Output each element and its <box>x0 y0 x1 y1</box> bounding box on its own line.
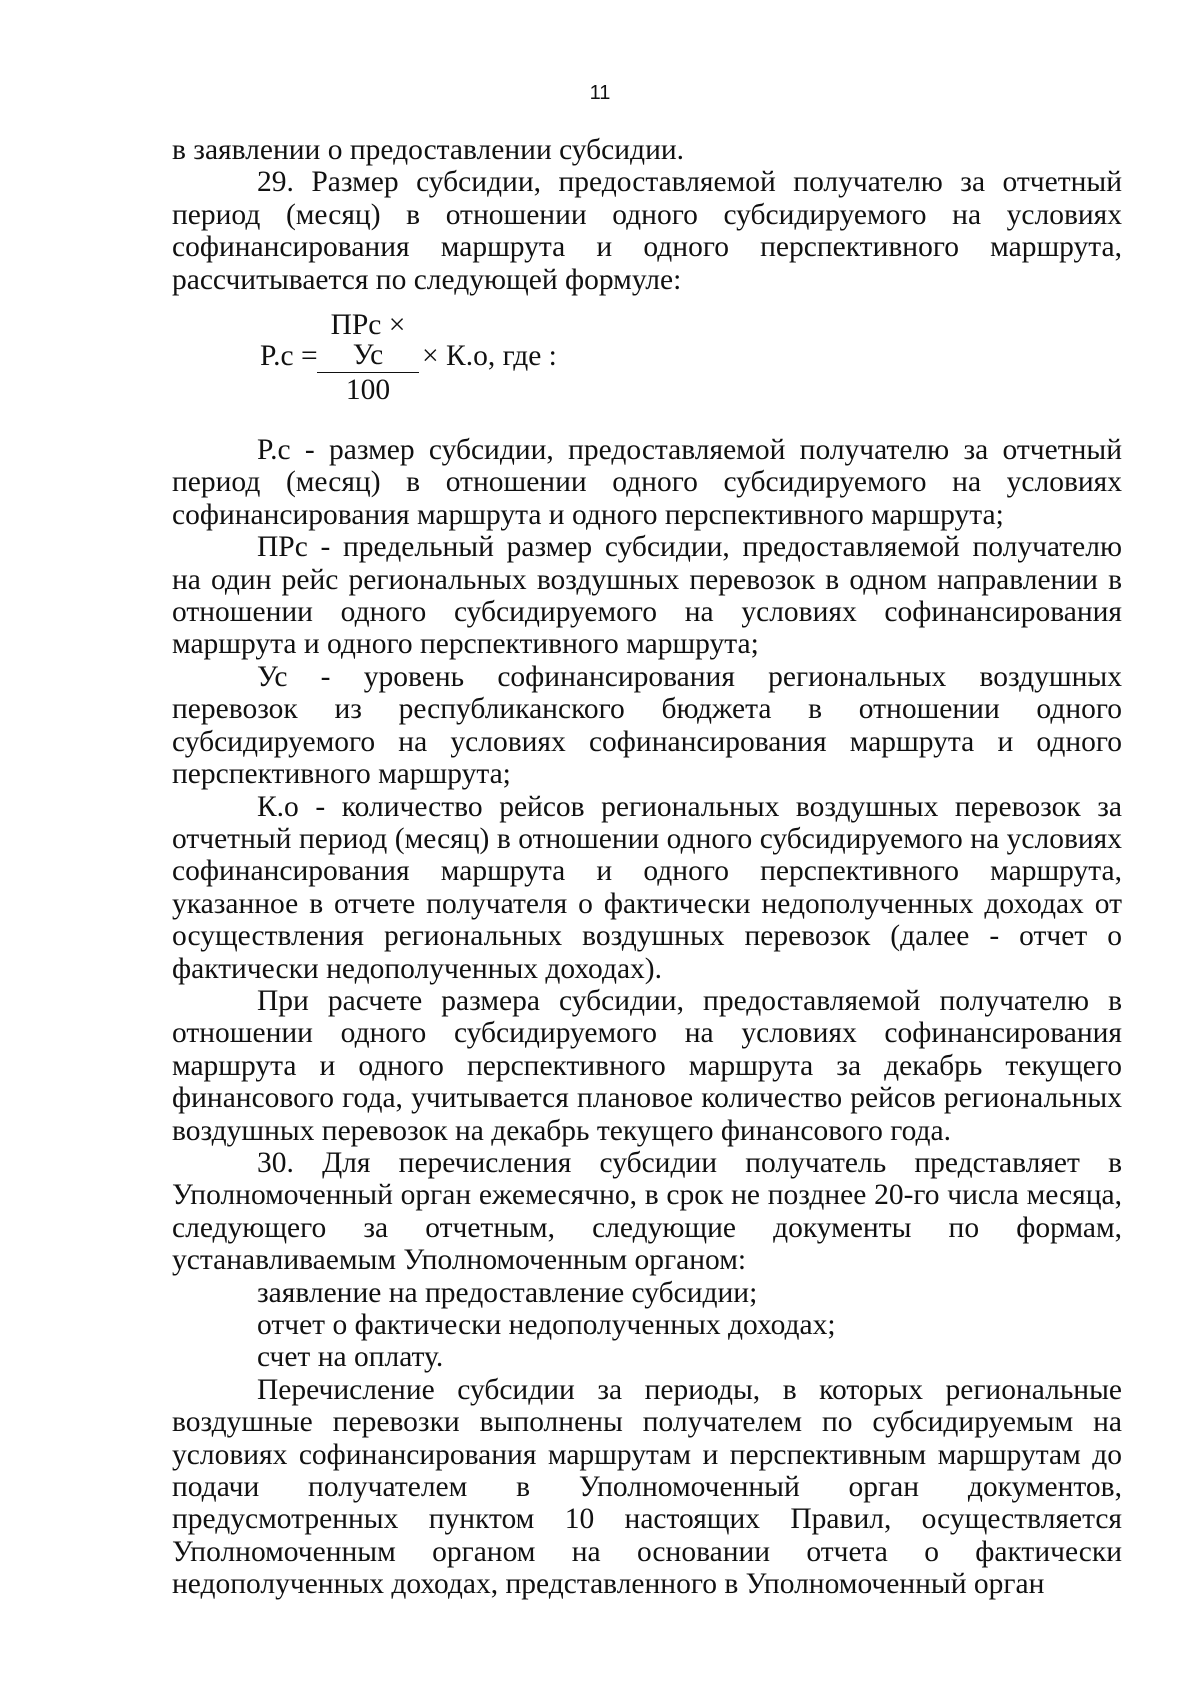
paragraph-clause-29: 29. Размер субсидии, предоставляемой получателю за отчетный период (месяц) в отношении одного субсидируемого на условиях софинансирования маршрута и одного перспективного маршрута, рассчитывается по следующей формуле: <box>172 166 1122 296</box>
definition-ko: К.о - количество рейсов региональных воздушных перевозок за отчетный период (месяц) в отношении одного субсидируемого на условиях софинансирования маршрута и одного перспективного маршрута, указанное в отчете получателя о фактически недополученных доходах от осуществления региональных воздушных перевозок (далее - отчет о фактически недополученных доходах). <box>172 790 1122 985</box>
paragraph-december-calculation: При расчете размера субсидии, предоставляемой получателю в отношении одного субсидируемого на условиях софинансирования маршрута и одного перспективного маршрута за декабрь текущего финансового года, учитывается плановое количество рейсов региональных воздушных перевозок на декабрь текущего финансового года. <box>172 984 1122 1147</box>
list-item-application: заявление на предоставление субсидии; <box>257 1276 758 1309</box>
formula-denominator: 100 <box>345 374 391 407</box>
page-number: 11 <box>589 82 611 104</box>
paragraph-continuation: в заявлении о предоставлении субсидии. <box>172 134 685 166</box>
formula-rhs: × К.о, где : <box>422 340 557 373</box>
definition-prs: ПРс - предельный размер субсидии, предоставляемой получателю на один рейс региональных воздушных перевозок в одном направлении в отношении одного субсидируемого на условиях софинансирования маршрута и одного перспективного маршрута; <box>172 531 1122 661</box>
formula-lhs: P.c = <box>260 340 318 373</box>
list-item-invoice: счет на оплату. <box>257 1341 444 1374</box>
document-body <box>172 134 1122 1601</box>
definition-us: Ус - уровень софинансирования региональных воздушных перевозок из республиканского бюджета в отношении одного субсидируемого на условиях софинансирования маршрута и одного перспективного маршрута; <box>172 660 1122 791</box>
formula-fraction <box>317 310 419 407</box>
subsidy-formula <box>172 304 1122 407</box>
paragraph-clause-30: 30. Для перечисления субсидии получатель представляет в Уполномоченный орган ежемесячно, в срок не позднее 20-го числа месяца, следующего за отчетным, следующие документы по формам, устанавливаемым Уполномоченным органом: <box>172 1146 1122 1277</box>
list-item-report: отчет о фактически недополученных доходах; <box>257 1309 836 1341</box>
formula-numerator: ПРс × Ус <box>317 310 419 373</box>
paragraph-transfer-periods: Перечисление субсидии за периоды, в которых региональные воздушные перевозки выполнены получателем по субсидируемым на условиях софинансирования маршрутам и перспективным маршрутам до подачи получателем в Уполномоченный орган документов, предусмотренных пунктом 10 настоящих Правил, осуществляется Уполномоченным органом на основании отчета о фактически недополученных доходах, представленного в Уполномоченный орган <box>172 1373 1122 1601</box>
definition-pc: P.c - размер субсидии, предоставляемой получателю за отчетный период (месяц) в отношении одного субсидируемого на условиях софинансирования маршрута и одного перспективного маршрута; <box>172 434 1122 531</box>
